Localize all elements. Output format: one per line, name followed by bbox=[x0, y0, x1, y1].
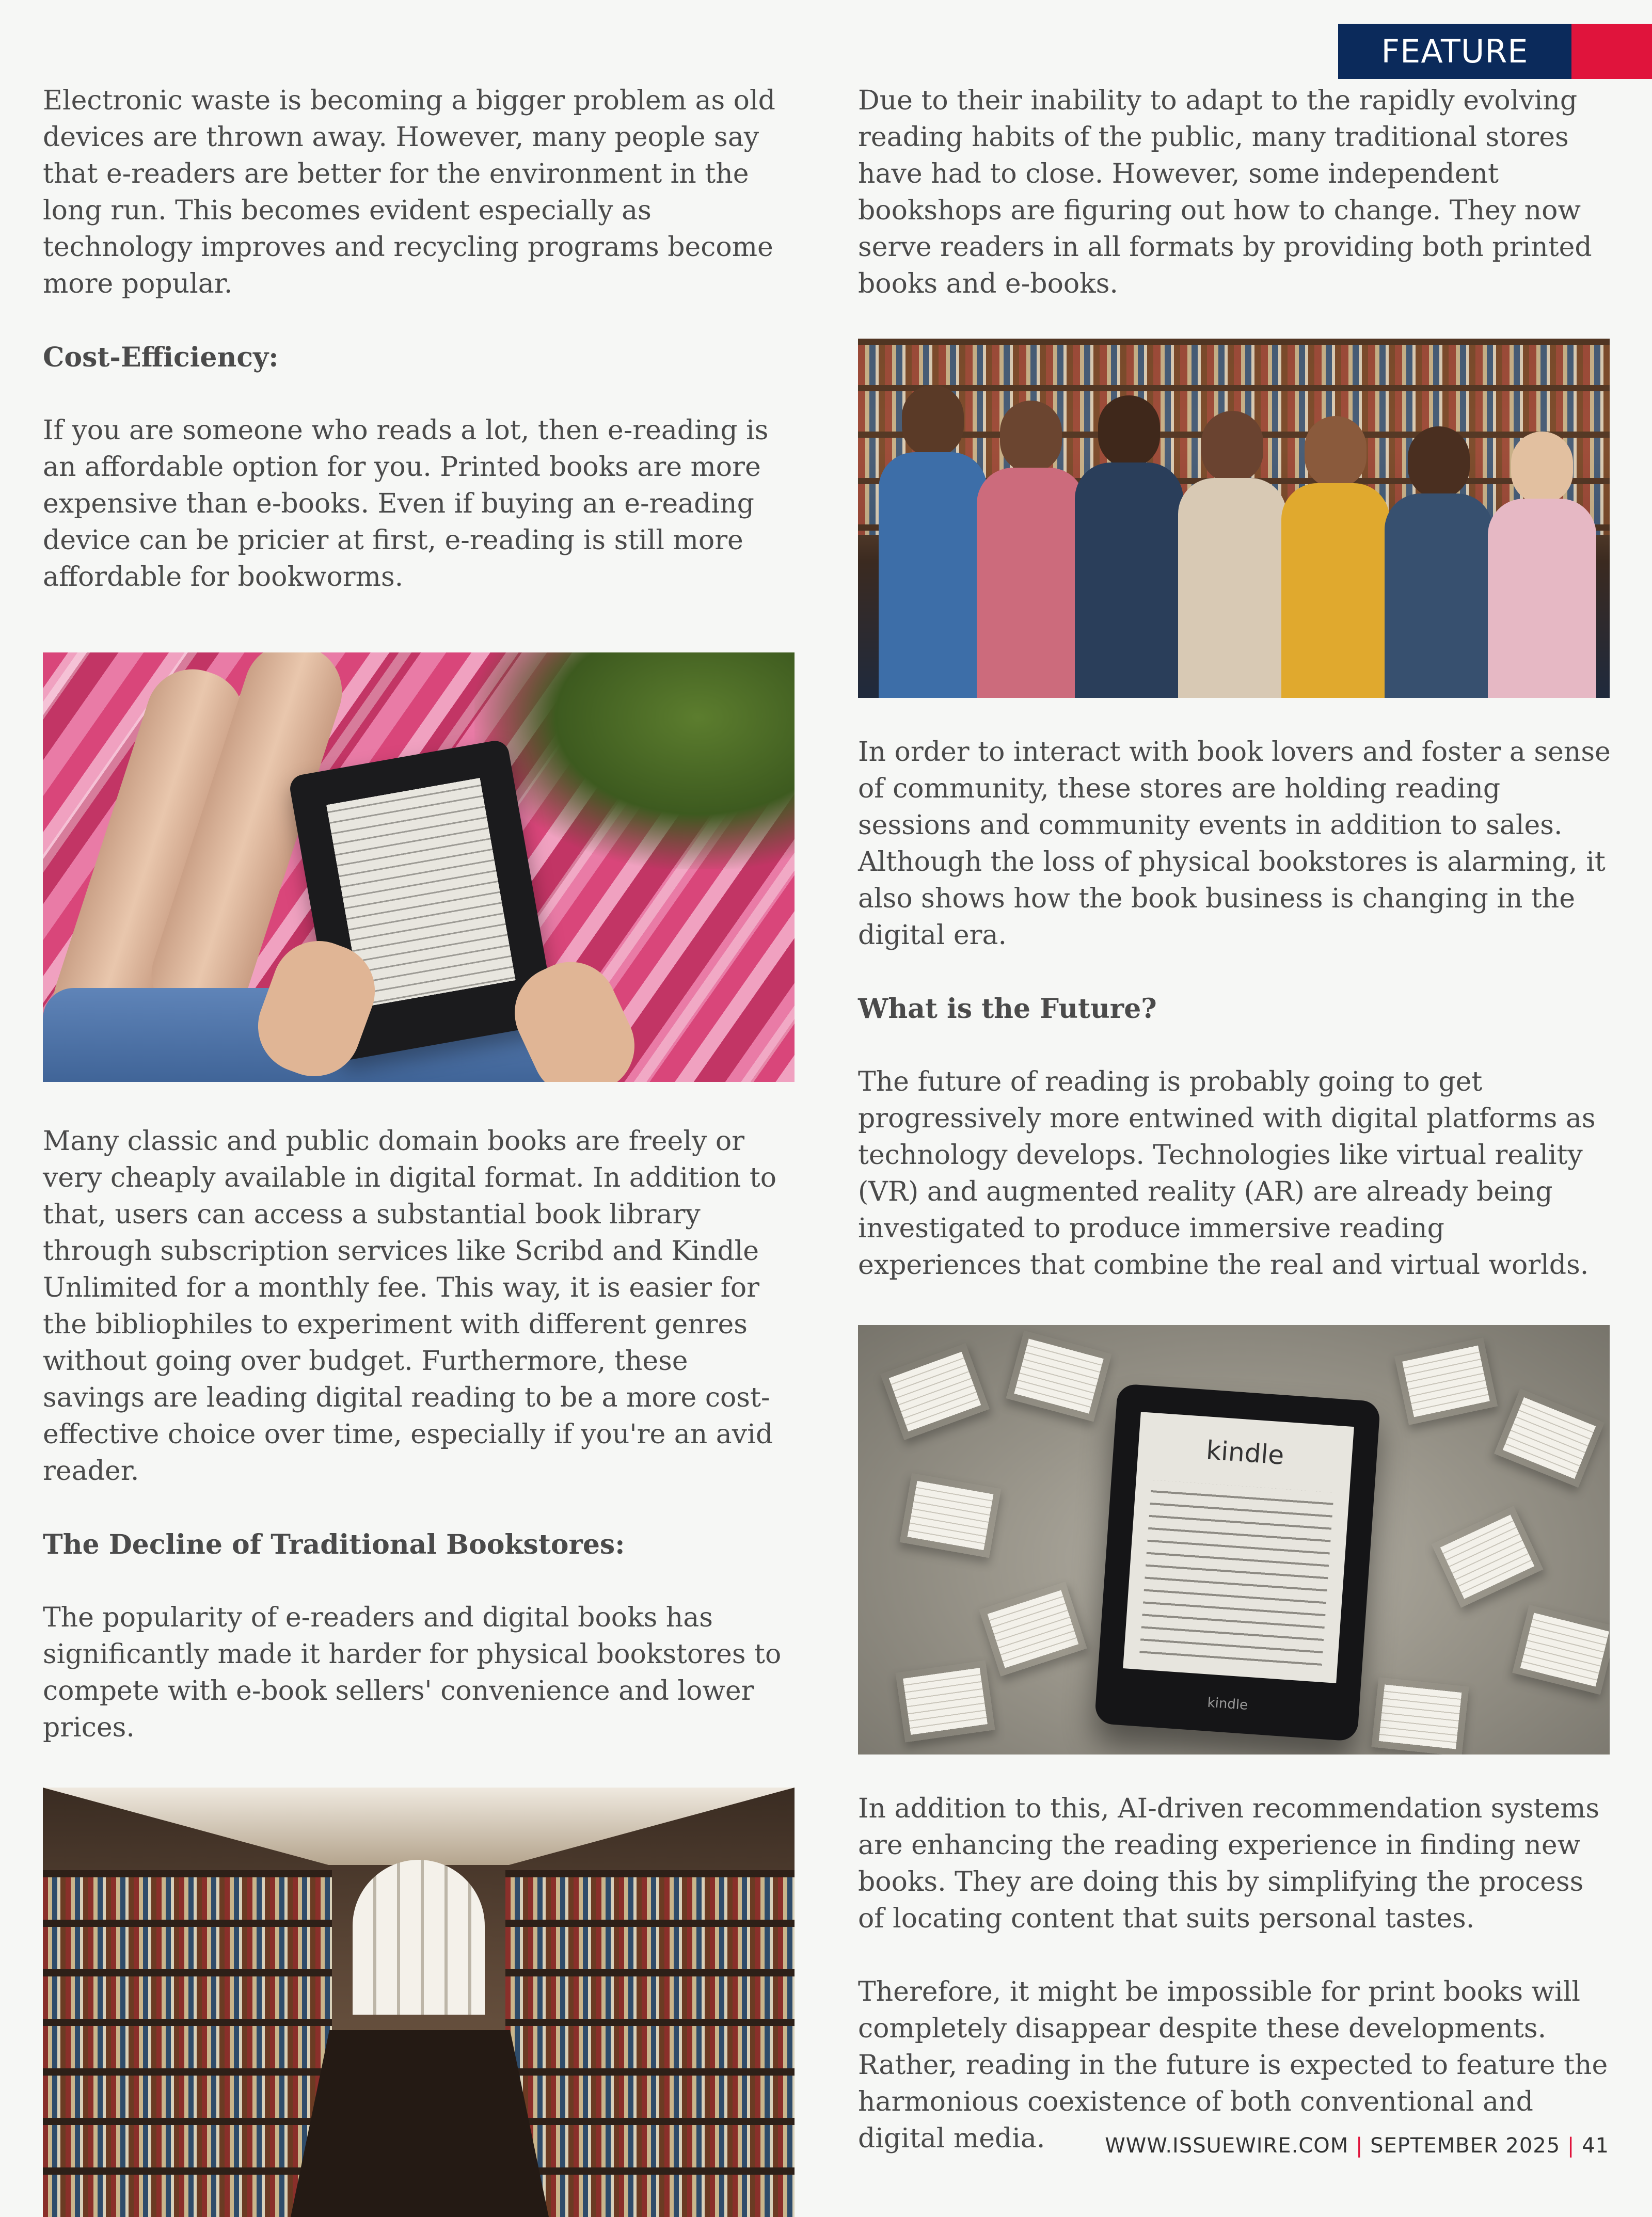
footer-site: WWW.ISSUEWIRE.COM bbox=[1105, 2134, 1349, 2158]
page-footer bbox=[1105, 2134, 1609, 2158]
right-paragraph-4: In addition to this, AI-driven recommendation systems are enhancing the reading experience in finding new books. They are doing this by simplifying the process of locating content that suits personal tastes. bbox=[858, 1793, 1600, 1934]
heading-decline-bookstores: The Decline of Traditional Bookstores: bbox=[43, 1529, 625, 1560]
right-paragraph-3: The future of reading is probably going to get progressively more entwined with digital platforms as technology develops. Technologies like virtual reality (VR) and augmented reality (AR) are already being investigated to produce immersive reading experiences that combine the real and virtual worlds. bbox=[858, 1066, 1596, 1281]
left-paragraph-1: Electronic waste is becoming a bigger problem as old devices are thrown away. However, many people say that e-readers are better for the environment in the long run. This becomes evident especially as technology improves and recycling programs become more popular. bbox=[43, 85, 775, 299]
left-column bbox=[43, 83, 797, 2217]
right-paragraph-5: Therefore, it might be impossible for print books will completely disappear despite these developments. Rather, reading in the future is expected to feature the harmonious coexistence of both conventional and digital media. bbox=[858, 1976, 1608, 2154]
section-tag-label: FEATURE bbox=[1381, 33, 1529, 70]
photo-kindle-floating-pages bbox=[858, 1325, 1610, 1755]
kindle-bezel-brand: kindle bbox=[1206, 1695, 1249, 1714]
right-column bbox=[858, 83, 1612, 2157]
heading-cost-efficiency: Cost-Efficiency: bbox=[43, 342, 279, 373]
footer-page-number: 41 bbox=[1582, 2134, 1609, 2158]
photo-children-reading bbox=[858, 339, 1610, 698]
footer-separator: | bbox=[1567, 2134, 1575, 2158]
right-paragraph-1: Due to their inability to adapt to the rapidly evolving reading habits of the public, many traditional stores have had to close. However, some independent bookshops are figuring out how to change. They now serve readers in all formats by providing both printed books and e-books. bbox=[858, 85, 1592, 299]
footer-date: SEPTEMBER 2025 bbox=[1370, 2134, 1561, 2158]
footer-separator: | bbox=[1355, 2134, 1363, 2158]
left-paragraph-2: If you are someone who reads a lot, then e-reading is an affordable option for you. Printed books are more expensive than e-books. Even if buying an e-reading device can be pricier at first, e-reading is still more affordable for bookworms. bbox=[43, 415, 769, 593]
section-tag bbox=[1338, 24, 1652, 79]
right-paragraph-2: In order to interact with book lovers and foster a sense of community, these stores are holding reading sessions and community events in addition to sales. Although the loss of physical bookstores is alarming, it also shows how the book business is changing in the digital era. bbox=[858, 737, 1611, 951]
section-tag-red-block bbox=[1571, 24, 1652, 79]
left-paragraph-3: Many classic and public domain books are freely or very cheaply available in digital format. In addition to that, users can access a substantial book library through subscription services like Scribd and Kindle Unlimited for a monthly fee. This way, it is easier for the bibliophiles to experiment with different genres without going over budget. Furthermore, these savings are leading digital reading to be a more cost-effective choice over time, especially if you're an avid reader. bbox=[43, 1126, 777, 1487]
left-paragraph-4: The popularity of e-readers and digital books has significantly made it harder for physical bookstores to compete with e-book sellers' convenience and lower prices. bbox=[43, 1602, 782, 1743]
kindle-screen-brand: kindle bbox=[1205, 1435, 1285, 1471]
heading-future: What is the Future? bbox=[858, 993, 1157, 1025]
kindle-device bbox=[1094, 1383, 1381, 1742]
photo-library-interior bbox=[43, 1788, 795, 2217]
photo-hammock-ereader bbox=[43, 652, 795, 1082]
